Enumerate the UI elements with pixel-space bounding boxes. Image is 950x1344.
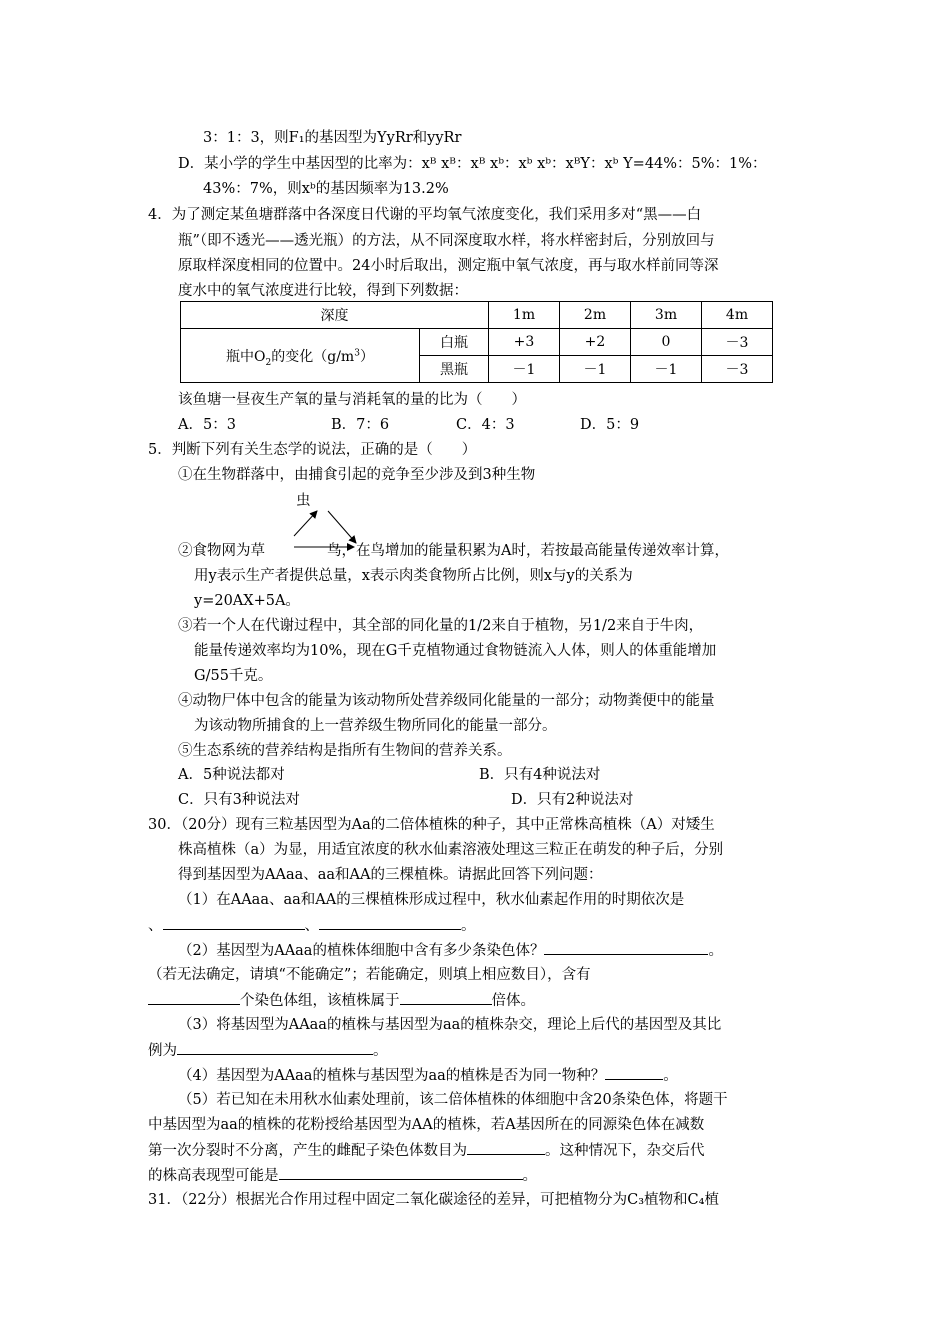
q30-part1-line2: 、 、 。 bbox=[148, 915, 476, 936]
oxygen-data-table bbox=[180, 301, 773, 383]
q30-part5-line2: 中基因型为aa的植株的花粉授给基因型为AA的植株，若A基因所在的同源染色体在减数 bbox=[148, 1117, 705, 1133]
q5-option-d: D．只有2种说法对 bbox=[511, 792, 634, 808]
answer-blank[interactable] bbox=[605, 1065, 663, 1080]
q4-option-d: D．5：9 bbox=[580, 417, 640, 433]
q30-stem-line2: 株高植株（a）为显，用适宜浓度的秋水仙素溶液处理这三粒正在萌发的种子后，分别 bbox=[178, 842, 724, 858]
row-label-cell: 瓶中$O_2$的变化$(g/m^3)$ bbox=[181, 329, 420, 383]
diagram-bird-label: 鸟 bbox=[327, 543, 342, 559]
q30-part2-line1: （2）基因型为AAaa的植株体细胞中含有多少条染色体？ 。 bbox=[178, 940, 723, 961]
q30-part5-line1: （5）若已知在未用秋水仙素处理前，该二倍体植株的体细胞中含20条染色体，将题干 bbox=[178, 1092, 728, 1108]
answer-blank[interactable] bbox=[279, 1165, 523, 1180]
depth-cell: 3m bbox=[631, 302, 702, 329]
white-bottle-label: 白瓶 bbox=[420, 329, 489, 356]
answer-blank[interactable] bbox=[544, 940, 708, 955]
q5-statement-3-line2: 能量传递效率均为10%，现在G千克植物通过食物链流入人体，则人的体重能增加 bbox=[194, 643, 717, 659]
q4-stem-line3: 原取样深度相同的位置中。24小时后取出，测定瓶中氧气浓度，再与取水样前同等深 bbox=[178, 258, 719, 274]
q4-stem-line2: 瓶”（即不透光——透光瓶）的方法，从不同深度取水样，将水样密封后，分别放回与 bbox=[178, 233, 715, 249]
q30-part3-line1: （3）将基因型为AAaa的植株与基因型为aa的植株杂交，理论上后代的基因型及其比 bbox=[178, 1017, 722, 1033]
answer-blank[interactable] bbox=[467, 1140, 545, 1155]
q5-statement-3-line3: G/55千克。 bbox=[194, 668, 273, 684]
q30-stem-line3: 得到基因型为AAaa、aa和AA的三棵植株。请据此回答下列问题： bbox=[178, 867, 603, 883]
q5-statement-5: ⑤生态系统的营养结构是指所有生物间的营养关系。 bbox=[178, 743, 512, 759]
q4-question: 该鱼塘一昼夜生产氧的量与消耗氧的量的比为（ ） bbox=[178, 392, 526, 408]
white-value-cell: +2 bbox=[560, 329, 631, 356]
white-value-cell: 0 bbox=[631, 329, 702, 356]
depth-cell: 4m bbox=[702, 302, 773, 329]
q5-option-a: A．5种说法都对 bbox=[178, 767, 285, 783]
diagram-grass-label: ②食物网为草 bbox=[178, 543, 265, 559]
q5-stem: 5．判断下列有关生态学的说法，正确的是（ ） bbox=[148, 442, 477, 458]
q5-statement-4-line1: ④动物尸体中包含的能量为该动物所处营养级同化能量的一部分；动物粪便中的能量 bbox=[178, 693, 715, 709]
q30-part5-line3: 第一次分裂时不分离，产生的雌配子染色体数目为 。这种情况下，杂交后代 bbox=[148, 1140, 705, 1161]
table-row bbox=[181, 329, 773, 356]
q4-option-c: C．4：3 bbox=[456, 417, 515, 433]
q3-option-d-line1: D．某小学的学生中基因型的比率为：xᴮ xᴮ：xᴮ xᵇ：xᵇ xᵇ：xᴮY：xᵇ Y=44%：5%：1%： bbox=[178, 156, 767, 172]
q30-part3-line2: 例为 。 bbox=[148, 1040, 388, 1061]
q3-option-d-line2: 43%：7%，则xᵇ的基因频率为13.2% bbox=[203, 181, 449, 197]
q5-statement-2-line2: 用y表示生产者提供总量，x表示肉类食物所占比例，则x与y的关系为 bbox=[194, 568, 633, 584]
q30-stem-line1: 30．（20分）现有三粒基因型为Aa的二倍体植株的种子，其中正常株高植株（A）对矮生 bbox=[148, 817, 715, 833]
answer-blank[interactable] bbox=[319, 915, 461, 930]
q4-stem-line4: 度水中的氧气浓度进行比较，得到下列数据： bbox=[178, 283, 468, 299]
q4-option-b: B．7：6 bbox=[331, 417, 390, 433]
answer-blank[interactable] bbox=[148, 990, 240, 1005]
answer-blank[interactable] bbox=[163, 915, 305, 930]
q5-statement-2-line3: y=20AX+5A。 bbox=[194, 593, 300, 609]
black-bottle-label: 黑瓶 bbox=[420, 356, 489, 383]
answer-blank[interactable] bbox=[177, 1040, 373, 1055]
white-value-cell: －3 bbox=[702, 329, 773, 356]
black-value-cell: －3 bbox=[702, 356, 773, 383]
q30-part2-line3: 个染色体组，该植株属于 倍体。 bbox=[148, 990, 535, 1011]
arrow-insect-to-bird bbox=[328, 511, 356, 543]
q4-stem-line1: 4．为了测定某鱼塘群落中各深度日代谢的平均氧气浓度变化，我们采用多对“黑——白 bbox=[148, 207, 702, 223]
black-value-cell: －1 bbox=[489, 356, 560, 383]
white-value-cell: +3 bbox=[489, 329, 560, 356]
depth-cell: 1m bbox=[489, 302, 560, 329]
q3-option-c-tail: 3：1：3，则F₁的基因型为YyRr和yyRr bbox=[203, 130, 462, 146]
q5-statement-3-line1: ③若一个人在代谢过程中，其全部的同化量的1/2来自于植物，另1/2来自于牛肉， bbox=[178, 618, 704, 634]
q5-statement-2-line1: ②食物网为草 鸟，在鸟增加的能量积累为A时，若按最高能量传递效率计算， bbox=[178, 543, 729, 559]
depth-cell: 2m bbox=[560, 302, 631, 329]
q5-option-b: B．只有4种说法对 bbox=[479, 767, 601, 783]
q30-part2-line2: （若无法确定，请填“不能确定”；若能确定，则填上相应数目），含有 bbox=[148, 967, 591, 983]
black-value-cell: －1 bbox=[560, 356, 631, 383]
answer-blank[interactable] bbox=[400, 990, 492, 1005]
q4-option-a: A．5：3 bbox=[178, 417, 236, 433]
q30-part1-line1: （1）在AAaa、aa和AA的三棵植株形成过程中，秋水仙素起作用的时期依次是 bbox=[178, 892, 685, 908]
table-row bbox=[181, 302, 773, 329]
q5-option-c: C．只有3种说法对 bbox=[178, 792, 300, 808]
q31-stem-line1: 31．（22分）根据光合作用过程中固定二氧化碳途径的差异，可把植物分为C₃植物和C₄植 bbox=[148, 1192, 719, 1208]
q30-part4: （4）基因型为AAaa的植株与基因型为aa的植株是否为同一物种？ 。 bbox=[178, 1065, 678, 1086]
q5-statement-4-line2: 为该动物所捕食的上一营养级生物所同化的能量一部分。 bbox=[194, 718, 557, 734]
q30-part5-line4: 的株高表现型可能是 。 bbox=[148, 1165, 537, 1186]
depth-header-cell: 深度 bbox=[181, 302, 489, 329]
arrow-grass-to-insect bbox=[294, 511, 317, 536]
q5-statement-1: ①在生物群落中，由捕食引起的竞争至少涉及到3种生物 bbox=[178, 467, 536, 483]
diagram-insect-label: 虫 bbox=[296, 493, 311, 509]
black-value-cell: －1 bbox=[631, 356, 702, 383]
